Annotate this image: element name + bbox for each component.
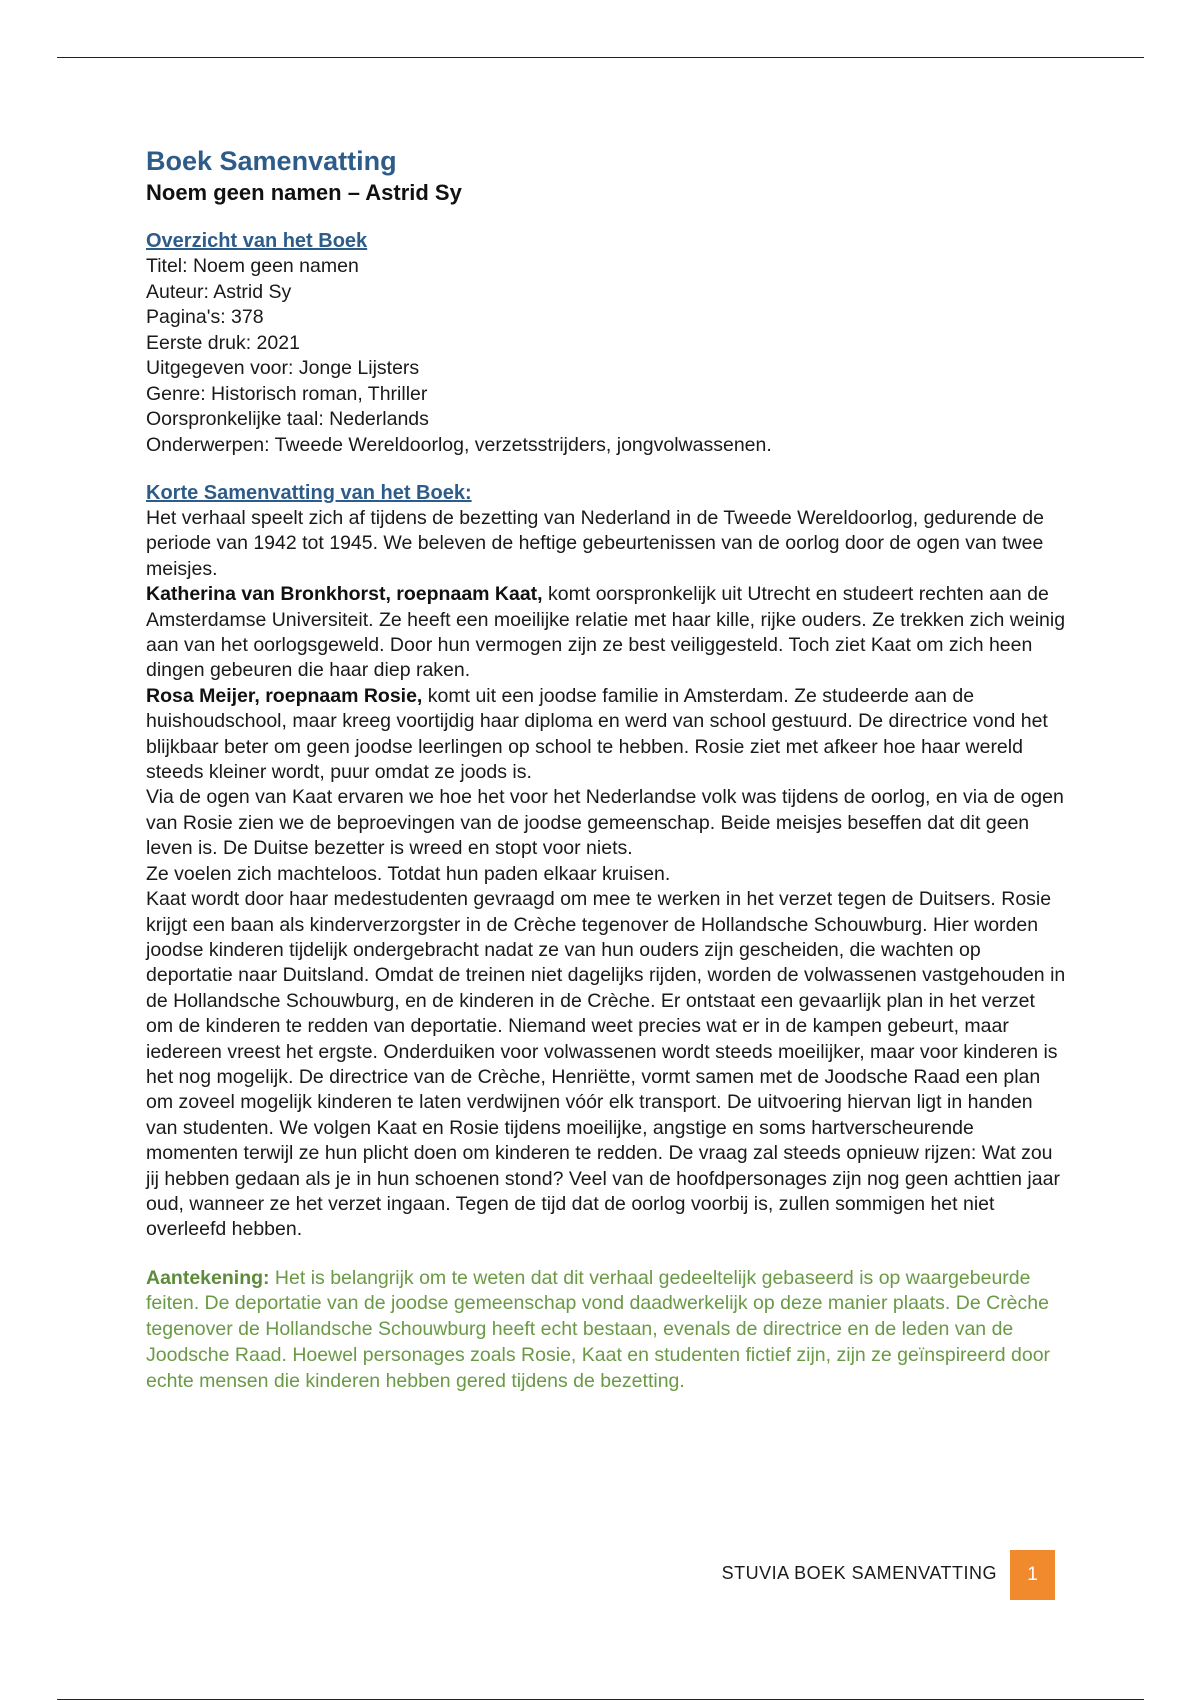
overview-item-subjects: Onderwerpen: Tweede Wereldoorlog, verzetsstrijders, jongvolwassenen.: [146, 433, 772, 456]
summary-paragraph-intro: Het verhaal speelt zich af tijdens de bezetting van Nederland in de Tweede Wereldoorlog, gedurende de periode van 1942 tot 1945. We beleven de heftige gebeurtenissen van de oorlog door de ogen van twee meisjes.: [146, 507, 1044, 580]
overview-item-title: Titel: Noem geen namen: [146, 255, 359, 277]
summary-heading: Korte Samenvatting van het Boek:: [146, 482, 472, 504]
summary-paragraph-kaat: [146, 582, 1066, 684]
overview-item-language: Oorspronkelijke taal: Nederlands: [146, 408, 429, 430]
overview-item-genre: Genre: Historisch roman, Thriller: [146, 382, 428, 405]
summary-paragraph-rosie: [146, 684, 1066, 786]
overview-item-author: Auteur: Astrid Sy: [146, 280, 292, 303]
document-body: [146, 144, 1066, 1394]
page-footer: [700, 1550, 1055, 1600]
overview-item-pages: Pagina's: 378: [146, 306, 264, 328]
document-title: Boek Samenvatting: [146, 146, 397, 176]
character-name-rosie: Rosa Meijer, roepnaam Rosie,: [146, 684, 423, 707]
footer-label: STUVIA BOEK SAMENVATTING: [721, 1563, 997, 1583]
note-text: Het is belangrijk om te weten dat dit verhaal gedeeltelijk gebaseerd is op waargebeurde feiten. De deportatie van de joodse gemeenschap vond daadwerkelijk op deze manier plaats. De Crèche tegenover de Hollandsche Schouwburg heeft echt bestaan, evenals de directrice en de leden van de Joodsche Raad. Hoewel personages zoals Rosie, Kaat en studenten fictief zijn, zijn ze geïnspireerd door echte mensen die kinderen hebben gered tijdens de bezetting.: [146, 1266, 1051, 1392]
character-name-kaat: Katherina van Bronkhorst, roepnaam Kaat,: [146, 583, 543, 606]
overview-item-first-print: Eerste druk: 2021: [146, 331, 300, 354]
page-number-badge: 1: [1010, 1550, 1055, 1600]
overview-section: [146, 228, 1066, 458]
overview-heading: Overzicht van het Boek: [146, 230, 368, 252]
overview-item-published-for: Uitgegeven voor: Jonge Lijsters: [146, 357, 420, 379]
summary-paragraph-perspectives: Via de ogen van Kaat ervaren we hoe het voor het Nederlandse volk was tijdens de oorlog, en via de ogen van Rosie zien we de beproevingen van de joodse gemeenschap. Beide meisjes beseffen dat dit geen leven is. De Duitse bezetter is wreed en stopt voor niets.: [146, 786, 1064, 860]
summary-paragraph-kaat-text: komt oorspronkelijk uit Utrecht en studeert rechten aan de Amsterdamse Universiteit. Ze heeft een moeilijke relatie met haar kille, rijke ouders. Ze trekken zich weinig aan van het oorlogsgeweld. Door hun vermogen zijn ze best veiliggesteld. Toch ziet Kaat om zich heen dingen gebeuren die haar diep raken.: [146, 583, 1066, 682]
document-subtitle: Noem geen namen – Astrid Sy: [146, 180, 462, 205]
header-rule: [57, 57, 1144, 58]
overview-list: [146, 254, 1066, 458]
note-section: [146, 1266, 1066, 1395]
note-label: Aantekening:: [146, 1266, 270, 1289]
summary-section: [146, 480, 1066, 1243]
summary-paragraph-rosie-text: komt uit een joodse familie in Amsterdam. Ze studeerde aan de huishoudschool, maar kreeg voortijdig haar diploma en werd van school gestuurd. De directrice vond het blijkbaar beter om geen joodse leerlingen op school te hebben. Rosie ziet met afkeer hoe haar wereld steeds kleiner wordt, puur omdat ze joods is.: [146, 684, 1048, 784]
summary-paragraph-powerless: Ze voelen zich machteloos. Totdat hun paden elkaar kruisen.: [146, 862, 671, 885]
summary-paragraph-resistance: Kaat wordt door haar medestudenten gevraagd om mee te werken in het verzet tegen de Duitsers. Rosie krijgt een baan als kinderverzorgster in de Crèche tegenover de Hollandsche Schouwburg. Hier worden joodse kinderen tijdelijk ondergebracht nadat ze van hun ouders zijn gescheiden, die wachten op deportatie naar Duitsland. Omdat de treinen niet dagelijks rijden, worden de volwassenen vastgehouden in de Hollandsche Schouwburg, en de kinderen in de Crèche. Er ontstaat een gevaarlijk plan in het verzet om de kinderen te redden van deportatie. Niemand weet precies wat er in de kampen gebeurt, maar iedereen vreest het ergste. Onderduiken voor volwassenen wordt steeds moeilijker, maar voor kinderen is het nog mogelijk. De directrice van de Crèche, Henriëtte, vormt samen met de Joodsche Raad een plan om zoveel mogelijk kinderen te laten verdwijnen vóór elk transport. De uitvoering hiervan ligt in handen van studenten. We volgen Kaat en Rosie tijdens moeilijke, angstige en soms hartverscheurende momenten terwijl ze hun plicht doen om kinderen te redden. De vraag zal steeds opnieuw rijzen: Wat zou jij hebben gedaan als je in hun schoenen stond? Veel van de hoofdpersonages zijn nog geen achttien jaar oud, wanneer ze het verzet ingaan. Tegen de tijd dat de oorlog voorbij is, zullen sommigen het niet overleefd hebben.: [146, 888, 1066, 1241]
